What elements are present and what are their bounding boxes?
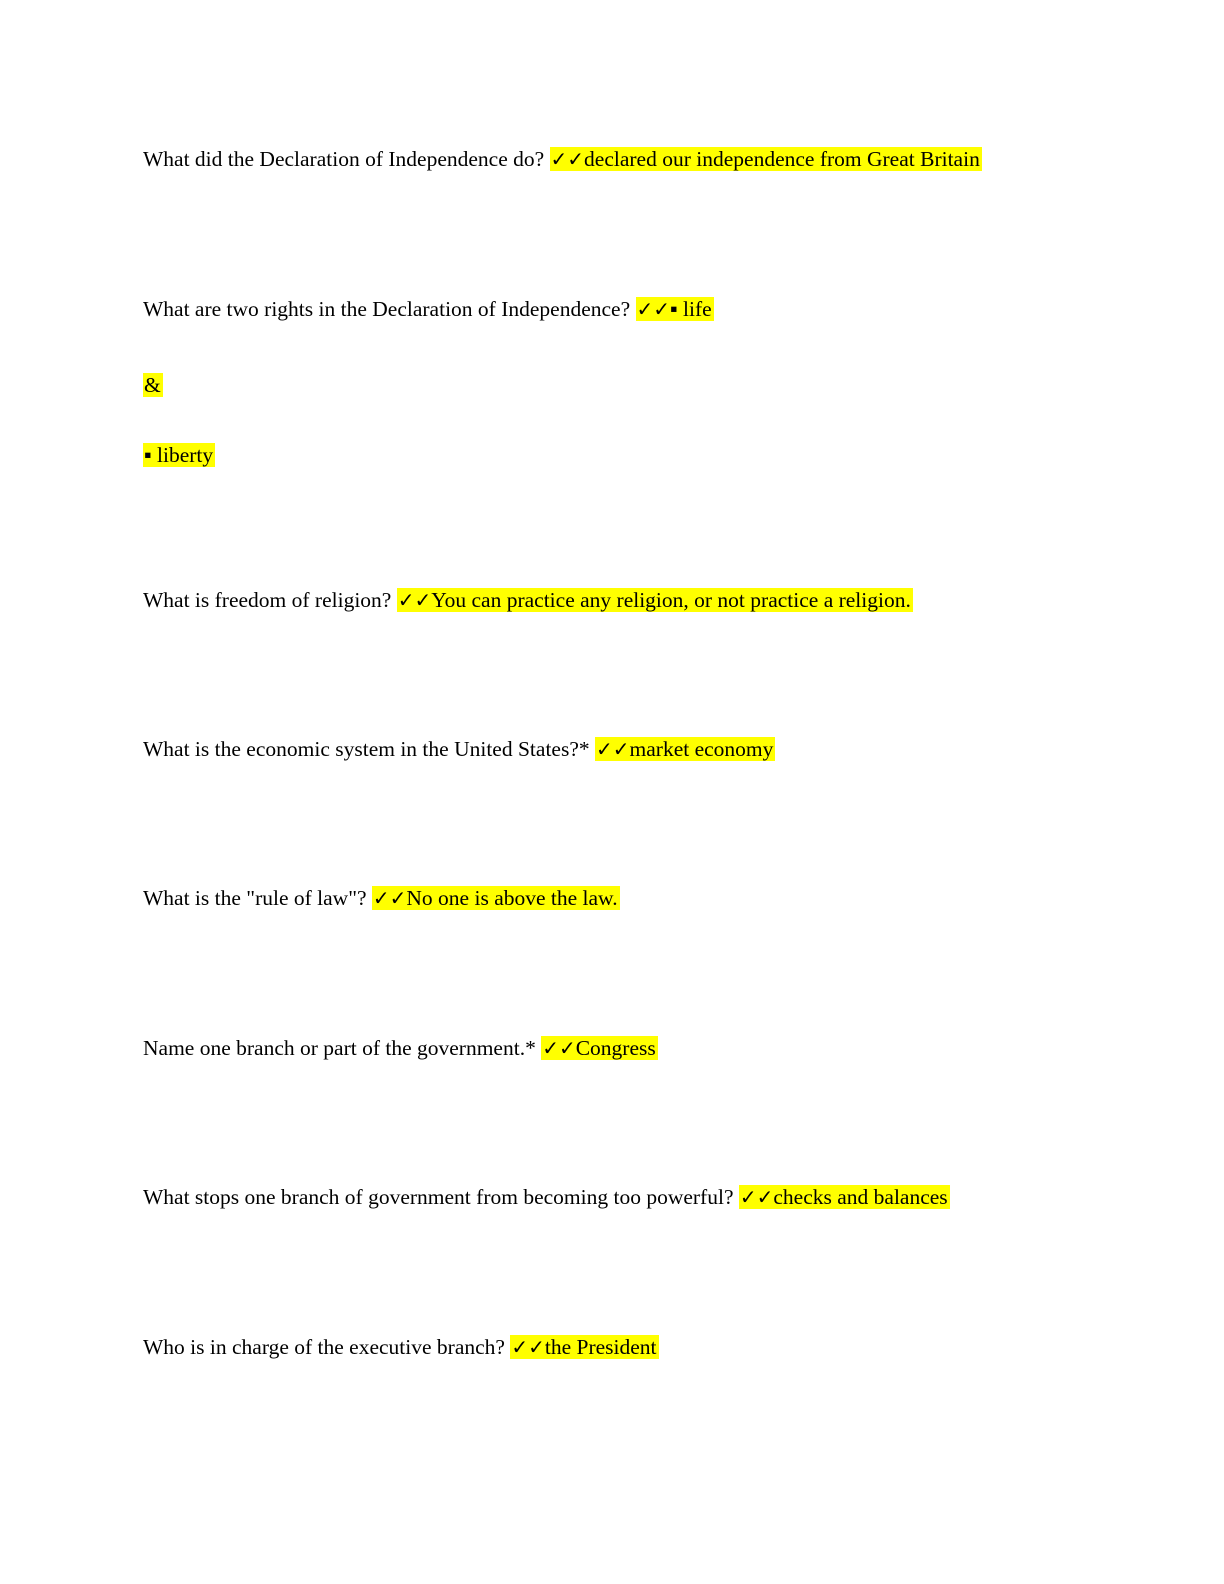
qa-item: [143, 294, 714, 324]
double-check-icon: ✓✓: [739, 1185, 774, 1209]
question-text: What are two rights in the Declaration of Independence?: [143, 297, 631, 321]
double-check-icon: ✓✓: [550, 147, 585, 171]
question-text: Who is in charge of the executive branch?: [143, 1335, 505, 1359]
answer-highlight: [595, 737, 775, 761]
answer-continuation: [143, 440, 215, 470]
qa-item: [143, 1182, 950, 1212]
answer-text: ▪ liberty: [144, 443, 214, 467]
question-text: What stops one branch of government from becoming too powerful?: [143, 1185, 734, 1209]
qa-item: [143, 1332, 659, 1362]
answer-highlight: [550, 147, 982, 171]
double-check-icon: ✓✓: [596, 737, 630, 761]
question-text: What is freedom of religion?: [143, 588, 392, 612]
answer-text: No one is above the law.: [406, 886, 618, 910]
qa-item: [143, 734, 775, 764]
answer-continuation: [143, 370, 163, 400]
question-text: What is the economic system in the United States?*: [143, 737, 590, 761]
answer-highlight: [372, 886, 620, 910]
answer-text: &: [144, 373, 161, 397]
answer-text: market economy: [629, 737, 774, 761]
question-text: Name one branch or part of the government.*: [143, 1036, 536, 1060]
answer-highlight: [739, 1185, 950, 1209]
answer-highlight: [397, 588, 913, 612]
answer-highlight: [510, 1335, 658, 1359]
double-check-icon: ✓✓: [372, 886, 407, 910]
double-check-icon: ✓✓: [397, 588, 432, 612]
double-check-icon: ✓✓: [636, 297, 671, 321]
answer-text: You can practice any religion, or not practice a religion.: [431, 588, 911, 612]
double-check-icon: ✓✓: [511, 1335, 545, 1359]
qa-item: [143, 1033, 658, 1063]
qa-item: [143, 883, 620, 913]
qa-item: [143, 585, 913, 615]
answer-text: checks and balances: [773, 1185, 948, 1209]
answer-text: Congress: [575, 1036, 656, 1060]
qa-item: [143, 144, 982, 174]
answer-text: the President: [544, 1335, 657, 1359]
question-text: What did the Declaration of Independence do?: [143, 147, 545, 171]
question-text: What is the "rule of law"?: [143, 886, 367, 910]
answer-text: ▪ life: [670, 297, 712, 321]
double-check-icon: ✓✓: [542, 1036, 576, 1060]
answer-text: declared our independence from Great Britain: [584, 147, 980, 171]
answer-highlight: [636, 297, 714, 321]
answer-highlight: [541, 1036, 658, 1060]
